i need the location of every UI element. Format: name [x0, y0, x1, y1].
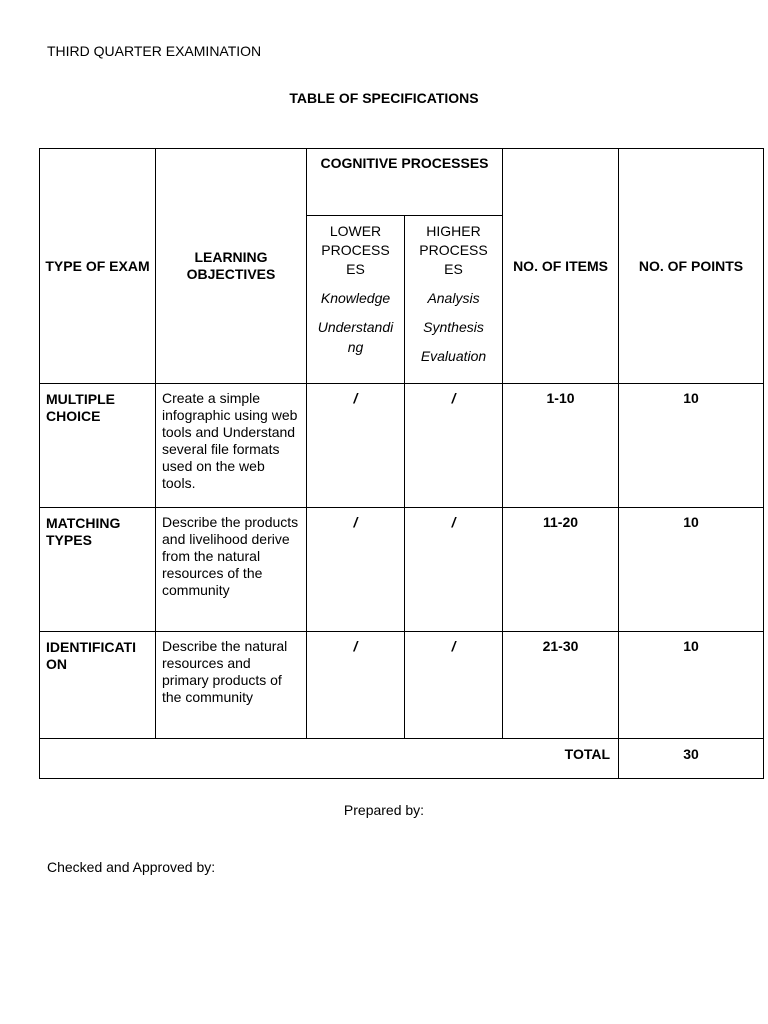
lower-processes-cell	[307, 216, 405, 384]
row-type: MULTIPLE CHOICE	[40, 384, 156, 508]
table-row	[40, 508, 764, 632]
header-type-of-exam: TYPE OF EXAM	[40, 149, 156, 384]
exam-title: THIRD QUARTER EXAMINATION	[47, 43, 262, 59]
row-points: 10	[619, 508, 764, 632]
row-objective: Describe the products and livelihood derive from the natural resources of the community	[156, 508, 307, 632]
lower-knowledge: Knowledge	[320, 290, 391, 306]
higher-processes-cell	[405, 216, 503, 384]
row-type: IDENTIFICATI ON	[40, 632, 156, 739]
row-lower-mark: /	[307, 384, 405, 508]
row-points: 10	[619, 632, 764, 739]
table-title: TABLE OF SPECIFICATIONS	[289, 90, 479, 106]
higher-synthesis: Synthesis	[423, 319, 484, 335]
row-objective: Describe the natural resources and primary products of the community	[156, 632, 307, 739]
checked-approved-label: Checked and Approved by:	[47, 859, 216, 875]
header-no-of-items: NO. OF ITEMS	[503, 149, 619, 384]
row-items: 11-20	[503, 508, 619, 632]
specifications-table	[39, 148, 764, 779]
row-type: MATCHING TYPES	[40, 508, 156, 632]
row-points: 10	[619, 384, 764, 508]
lower-processes-label: LOWER PROCESS ES	[321, 223, 390, 277]
header-no-of-points: NO. OF POINTS	[619, 149, 764, 384]
header-cognitive-processes: COGNITIVE PROCESSES	[307, 149, 503, 216]
row-objective: Create a simple infographic using web tools and Understand several file formats used on the web tools.	[156, 384, 307, 508]
higher-analysis: Analysis	[427, 290, 480, 306]
table-row	[40, 384, 764, 508]
total-value: 30	[619, 739, 764, 779]
table-row	[40, 632, 764, 739]
row-higher-mark: /	[405, 632, 503, 739]
higher-evaluation: Evaluation	[420, 348, 487, 364]
header-learning-objectives: LEARNING OBJECTIVES	[156, 149, 307, 384]
row-lower-mark: /	[307, 632, 405, 739]
total-label: TOTAL	[40, 739, 619, 779]
row-items: 1-10	[503, 384, 619, 508]
lower-understanding: Understandi ng	[317, 319, 394, 355]
row-higher-mark: /	[405, 508, 503, 632]
prepared-by-label: Prepared by:	[343, 802, 425, 818]
higher-processes-label: HIGHER PROCESS ES	[419, 223, 488, 277]
total-row	[40, 739, 764, 779]
row-higher-mark: /	[405, 384, 503, 508]
row-items: 21-30	[503, 632, 619, 739]
row-lower-mark: /	[307, 508, 405, 632]
